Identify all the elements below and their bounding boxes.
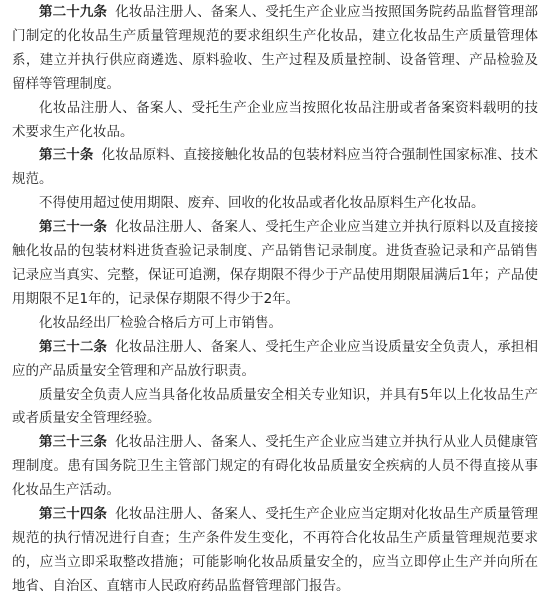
article-number: 第三十三条 xyxy=(39,434,108,451)
paragraph-text: 质量安全负责人应当具备化妆品质量安全相关专业知识，并具有5年以上化妆品生产或者质量安全管理经验。 xyxy=(12,386,538,427)
paragraph-text: 化妆品注册人、备案人、受托生产企业应当建立并执行原料以及直接接触化妆品的包装材料进货查验记录制度、产品销售记录制度。进货查验记录和产品销售记录应当真实、完整，保证可追溯，保存期限不得少于产品使用期限届满后1年；产品使用期限不足1年的，记录保存期限不得少于2年。 xyxy=(12,219,539,307)
paragraph-text: 化妆品注册人、备案人、受托生产企业应当建立并执行从业人员健康管理制度。患有国务院卫生主管部门规定的有碍化妆品质量安全疾病的人员不得直接从事化妆品生产活动。 xyxy=(12,434,539,499)
paragraph-article-32 xyxy=(12,336,538,384)
paragraph-article-29-clause-2 xyxy=(12,97,538,145)
paragraph-article-34 xyxy=(12,503,538,599)
paragraph-text: 化妆品注册人、备案人、受托生产企业应当按照国务院药品监督管理部门制定的化妆品生产质量管理规范的要求组织生产化妆品，建立化妆品生产质量管理体系，建立并执行供应商遴选、原料验收、生产过程及质量控制、设备管理、产品检验及留样等管理制度。 xyxy=(12,4,539,92)
paragraph-text: 化妆品原料、直接接触化妆品的包装材料应当符合强制性国家标准、技术规范。 xyxy=(12,147,539,188)
article-number: 第三十一条 xyxy=(39,219,108,236)
article-number: 第二十九条 xyxy=(39,4,108,20)
paragraph-article-31 xyxy=(12,216,538,312)
article-number: 第三十二条 xyxy=(39,338,108,355)
paragraph-article-30 xyxy=(12,144,538,192)
paragraph-text: 不得使用超过使用期限、废弃、回收的化妆品或者化妆品原料生产化妆品。 xyxy=(39,195,485,212)
article-number: 第三十条 xyxy=(39,147,94,164)
paragraph-text: 化妆品经出厂检验合格后方可上市销售。 xyxy=(39,314,282,331)
paragraph-text: 化妆品注册人、备案人、受托生产企业应当定期对化妆品生产质量管理规范的执行情况进行自查；生产条件发生变化，不再符合化妆品生产质量管理规范要求的，应当立即采取整改措施；可能影响化妆品质量安全的，应当立即停止生产并向所在地省、自治区、直辖市人民政府药品监督管理部门报告。 xyxy=(12,506,539,594)
article-number: 第三十四条 xyxy=(39,506,108,523)
paragraph-article-30-clause-2 xyxy=(12,192,538,216)
paragraph-text: 化妆品注册人、备案人、受托生产企业应当设质量安全负责人，承担相应的产品质量安全管理和产品放行职责。 xyxy=(12,338,539,379)
paragraph-article-31-clause-2 xyxy=(12,312,538,336)
paragraph-article-33 xyxy=(12,431,538,503)
paragraph-text: 化妆品注册人、备案人、受托生产企业应当按照化妆品注册或者备案资料载明的技术要求生产化妆品。 xyxy=(12,99,538,140)
paragraph-article-32-clause-2 xyxy=(12,384,538,432)
paragraph-article-29 xyxy=(12,1,538,97)
